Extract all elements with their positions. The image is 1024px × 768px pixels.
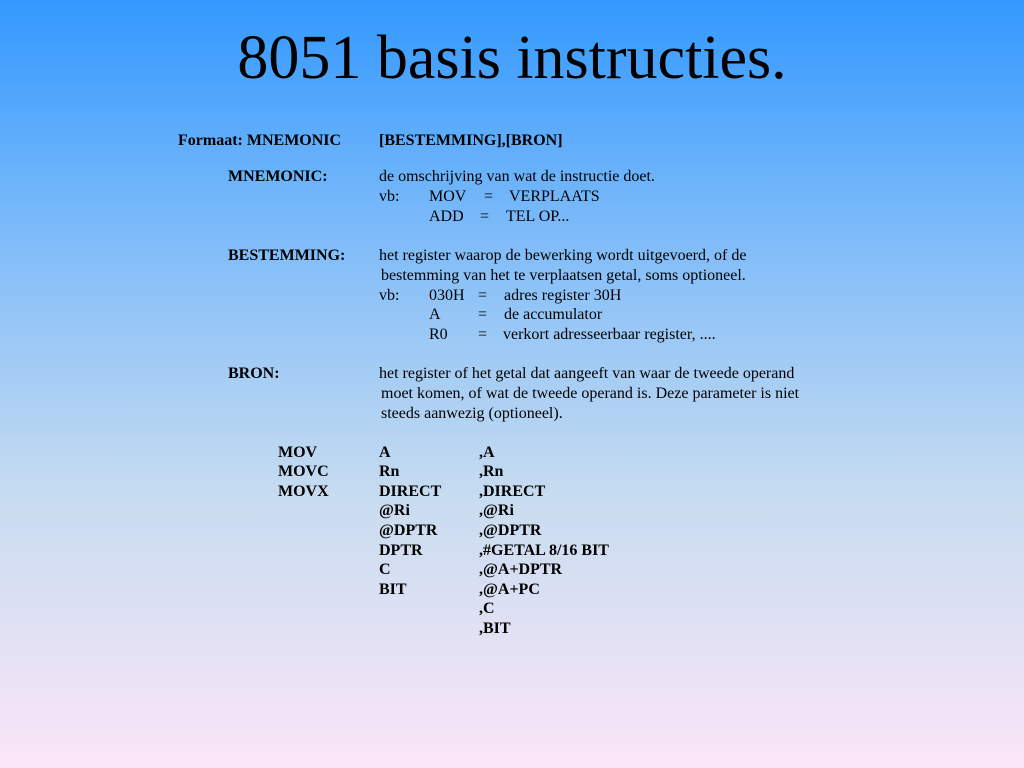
destination-operand: A — [379, 444, 391, 461]
source-operand: ,@A+PC — [479, 581, 540, 598]
bestemming-term: BESTEMMING: — [228, 247, 346, 264]
destination-operand: Rn — [379, 463, 400, 480]
source-operand: ,Rn — [479, 463, 504, 480]
source-operand: ,@Ri — [479, 502, 514, 519]
bestemming-example-meaning: adres register 30H — [504, 287, 622, 304]
source-operand: ,DIRECT — [479, 483, 546, 500]
instruction-mnemonic: MOV — [278, 444, 318, 461]
bestemming-example-code: A — [429, 306, 441, 323]
source-operand: ,@A+DPTR — [479, 561, 563, 578]
format-value: [BESTEMMING],[BRON] — [379, 132, 563, 149]
mnemonic-example-eq: = — [484, 188, 494, 205]
bestemming-example-code: R0 — [429, 326, 448, 343]
source-operand: ,@DPTR — [479, 522, 542, 539]
bestemming-description-line: het register waarop de bewerking wordt uitgevoerd, of de — [379, 247, 747, 264]
bestemming-vb-label: vb: — [379, 287, 400, 304]
bestemming-example-eq: = — [478, 287, 488, 304]
bestemming-example-meaning: verkort adresseerbaar register, .... — [503, 326, 716, 343]
source-operand: ,A — [479, 444, 495, 461]
mnemonic-description: de omschrijving van wat de instructie doet. — [379, 168, 655, 185]
bron-description-line: steeds aanwezig (optioneel). — [381, 405, 563, 422]
destination-operand: BIT — [379, 581, 407, 598]
mnemonic-example-code: MOV — [429, 188, 467, 205]
bron-term: BRON: — [228, 365, 280, 382]
bestemming-example-eq: = — [478, 326, 488, 343]
bestemming-example-code: 030H — [429, 287, 465, 304]
bron-description-line: moet komen, of wat de tweede operand is. Deze parameter is niet — [381, 385, 800, 402]
instruction-mnemonic: MOVX — [278, 483, 329, 500]
source-operand: ,#GETAL 8/16 BIT — [479, 542, 609, 559]
mnemonic-term: MNEMONIC: — [228, 168, 328, 185]
format-label: Formaat: MNEMONIC — [178, 132, 342, 149]
destination-operand: DPTR — [379, 542, 423, 559]
instruction-mnemonic: MOVC — [278, 463, 329, 480]
bestemming-example-meaning: de accumulator — [504, 306, 603, 323]
destination-operand: DIRECT — [379, 483, 442, 500]
source-operand: ,BIT — [479, 620, 511, 637]
slide-title: 8051 basis instructies. — [237, 24, 787, 92]
bron-description-line: het register of het getal dat aangeeft van waar de tweede operand — [379, 365, 795, 382]
mnemonic-vb-label: vb: — [379, 188, 400, 205]
mnemonic-example-meaning: TEL OP... — [506, 208, 570, 225]
mnemonic-example-eq: = — [480, 208, 490, 225]
destination-operand: C — [379, 561, 391, 578]
destination-operand: @Ri — [379, 502, 410, 519]
bestemming-example-eq: = — [478, 306, 488, 323]
destination-operand: @DPTR — [379, 522, 438, 539]
source-operand: ,C — [479, 600, 495, 617]
mnemonic-example-meaning: VERPLAATS — [509, 188, 600, 205]
bestemming-description-line: bestemming van het te verplaatsen getal, soms optioneel. — [381, 267, 746, 284]
mnemonic-example-code: ADD — [429, 208, 464, 225]
